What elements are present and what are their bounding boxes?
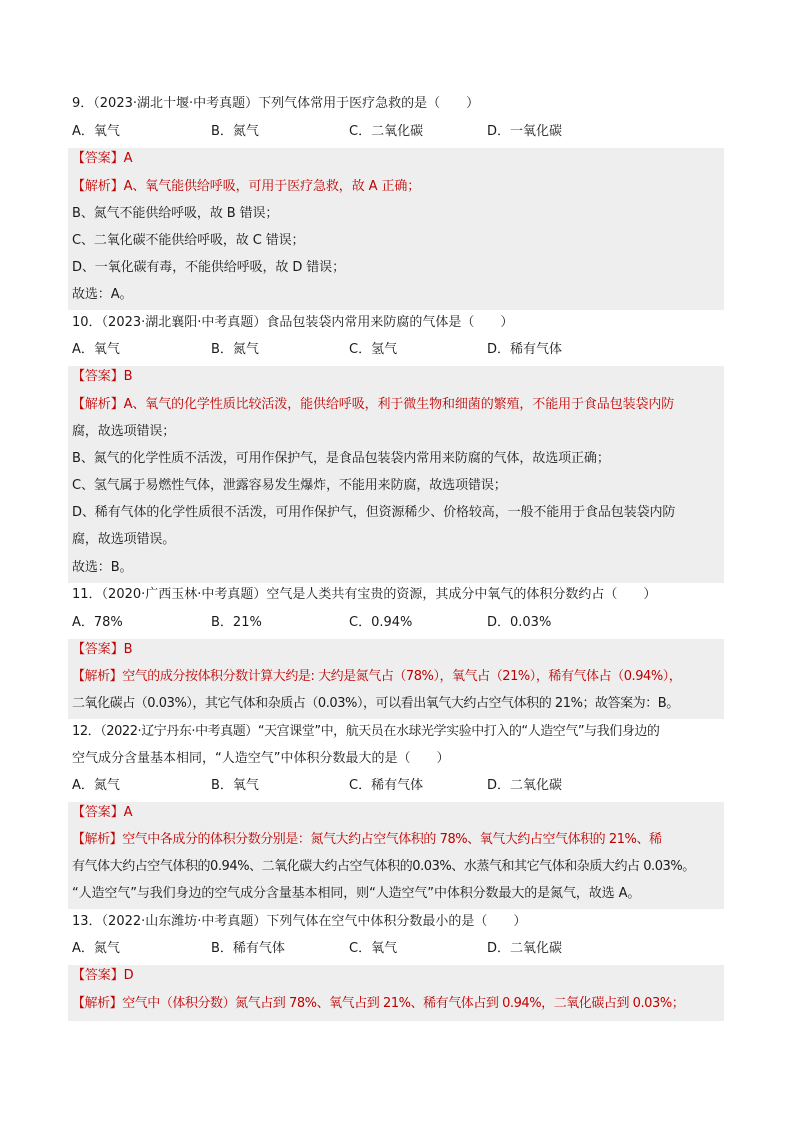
analysis-line [72,992,732,1016]
question-9-stem: 9．（2023·湖北十堰·中考真题）下列气体常用于医疗急救的是（ ） [72,96,480,111]
question-12-stem-line-1: 12．（2022·辽宁丹东·中考真题）“天宫课堂”中，航天员在水球光学实验中打入的“人造空气”与我们身边的 [72,724,660,739]
option-d: D．二氧化碳 [487,941,563,956]
answer-value: A [123,151,133,166]
analysis-line: B、氮气不能供给呼吸，故 B 错误； [72,206,279,221]
analysis-tag: 【解析】 [72,669,123,684]
analysis-line: C、氢气属于易燃性气体，泄露容易发生爆炸，不能用来防腐，故选项错误； [72,478,507,493]
analysis-line: 二氧化碳占（0.03%），其它气体和杂质占（0.03%），可以看出氧气大约占空气体积的 21%；故答案为：B。 [72,696,679,711]
analysis-text: 空气的成分按体积分数计算大约是: 大约是氮气占（78%），氧气占（21%），稀有气体占（0.94%）， [122,669,682,684]
analysis-line: B、氮气的化学性质不活泼，可用作保护气，是食品包装袋内常用来防腐的气体，故选项正确； [72,451,610,466]
answer-value: B [123,369,133,384]
analysis-line [72,828,732,852]
option-c: C．稀有气体 [349,778,424,793]
option-b: B．氧气 [211,778,259,793]
answer-value: D [123,968,134,983]
analysis-tag: 【解析】 [72,996,123,1011]
answer-value: B [123,642,133,657]
analysis-line: D、一氧化碳有毒，不能供给呼吸，故 D 错误； [72,260,345,275]
option-b: B．稀有气体 [211,941,285,956]
analysis-conclusion: 故选：A。 [72,287,133,302]
answer-value: A [123,805,133,820]
analysis-line [72,393,732,417]
question-13-options [72,937,732,961]
analysis-tag: 【解析】 [72,397,124,412]
option-b: B．氮气 [211,124,259,139]
analysis-text: 空气中各成分的体积分数分别是：氮气大约占空气体积的 78%、氧气大约占空气体积的 21%、稀 [122,832,662,847]
option-a: A．78% [72,615,123,630]
answer-tag: 【答案】 [72,151,124,166]
answer-line-11 [72,638,732,662]
question-12-options [72,774,732,798]
option-b: B．21% [211,615,262,630]
analysis-line: “人造空气”与我们身边的空气成分含量基本相同，则“人造空气”中体积分数最大的是氮气，故选 A。 [72,886,641,901]
question-10-stem: 10．（2023·湖北襄阳·中考真题）食品包装袋内常用来防腐的气体是（ ） [72,315,514,330]
analysis-line [72,175,732,199]
analysis-line: 腐，故选项错误。 [72,532,176,547]
question-11-options [72,611,732,635]
option-c: C．二氧化碳 [349,124,424,139]
analysis-line [72,665,732,689]
answer-tag: 【答案】 [72,642,124,657]
analysis-conclusion: 故选：B。 [72,560,133,575]
question-13-stem: 13．（2022·山东潍坊·中考真题）下列气体在空气中体积分数最小的是（ ） [72,914,527,929]
option-d: D．稀有气体 [487,342,563,357]
question-10-options [72,338,732,362]
answer-line-9 [72,147,732,171]
question-9-options [72,120,732,144]
answer-tag: 【答案】 [72,968,124,983]
option-d: D．0.03% [487,615,552,630]
option-b: B．氮气 [211,342,259,357]
analysis-line: C、二氧化碳不能供给呼吸，故 C 错误； [72,233,305,248]
analysis-tag: 【解析】 [72,832,123,847]
question-12-stem-line-2: 空气成分含量基本相同，“人造空气”中体积分数最大的是（ ） [72,751,450,766]
option-a: A．氮气 [72,941,120,956]
option-d: D．二氧化碳 [487,778,563,793]
analysis-line: D、稀有气体的化学性质很不活泼，可用作保护气，但资源稀少、价格较高，一般不能用于食品包装袋内防 [72,505,676,520]
analysis-text: A、氧气的化学性质比较活泼，能供给呼吸，利于微生物和细菌的繁殖，不能用于食品包装袋内防 [123,397,675,412]
answer-line-10 [72,365,732,389]
answer-tag: 【答案】 [72,369,124,384]
analysis-tag: 【解析】 [72,179,124,194]
option-c: C．氧气 [349,941,398,956]
option-c: C．0.94% [349,615,413,630]
question-11-stem: 11．（2020·广西玉林·中考真题）空气是人类共有宝贵的资源，其成分中氧气的体积分数约占（ ） [72,587,657,602]
option-a: A．氧气 [72,124,120,139]
option-d: D．一氧化碳 [487,124,563,139]
option-a: A．氧气 [72,342,120,357]
analysis-text: A、氧气能供给呼吸，可用于医疗急救，故 A 正确； [123,179,421,194]
option-c: C．氢气 [349,342,398,357]
analysis-line: 腐，故选项错误； [72,424,176,439]
analysis-line: 有气体大约占空气体积的0.94%、二氧化碳大约占空气体积的0.03%、水蒸气和其它气体和杂质大约占 0.03%。 [72,859,695,874]
option-a: A．氮气 [72,778,120,793]
analysis-text: 空气中（体积分数）氮气占到 78%、氧气占到 21%、稀有气体占到 0.94%，二氧化碳占到 0.03%； [122,996,685,1011]
answer-line-13 [72,964,732,988]
answer-tag: 【答案】 [72,805,124,820]
answer-line-12 [72,801,732,825]
